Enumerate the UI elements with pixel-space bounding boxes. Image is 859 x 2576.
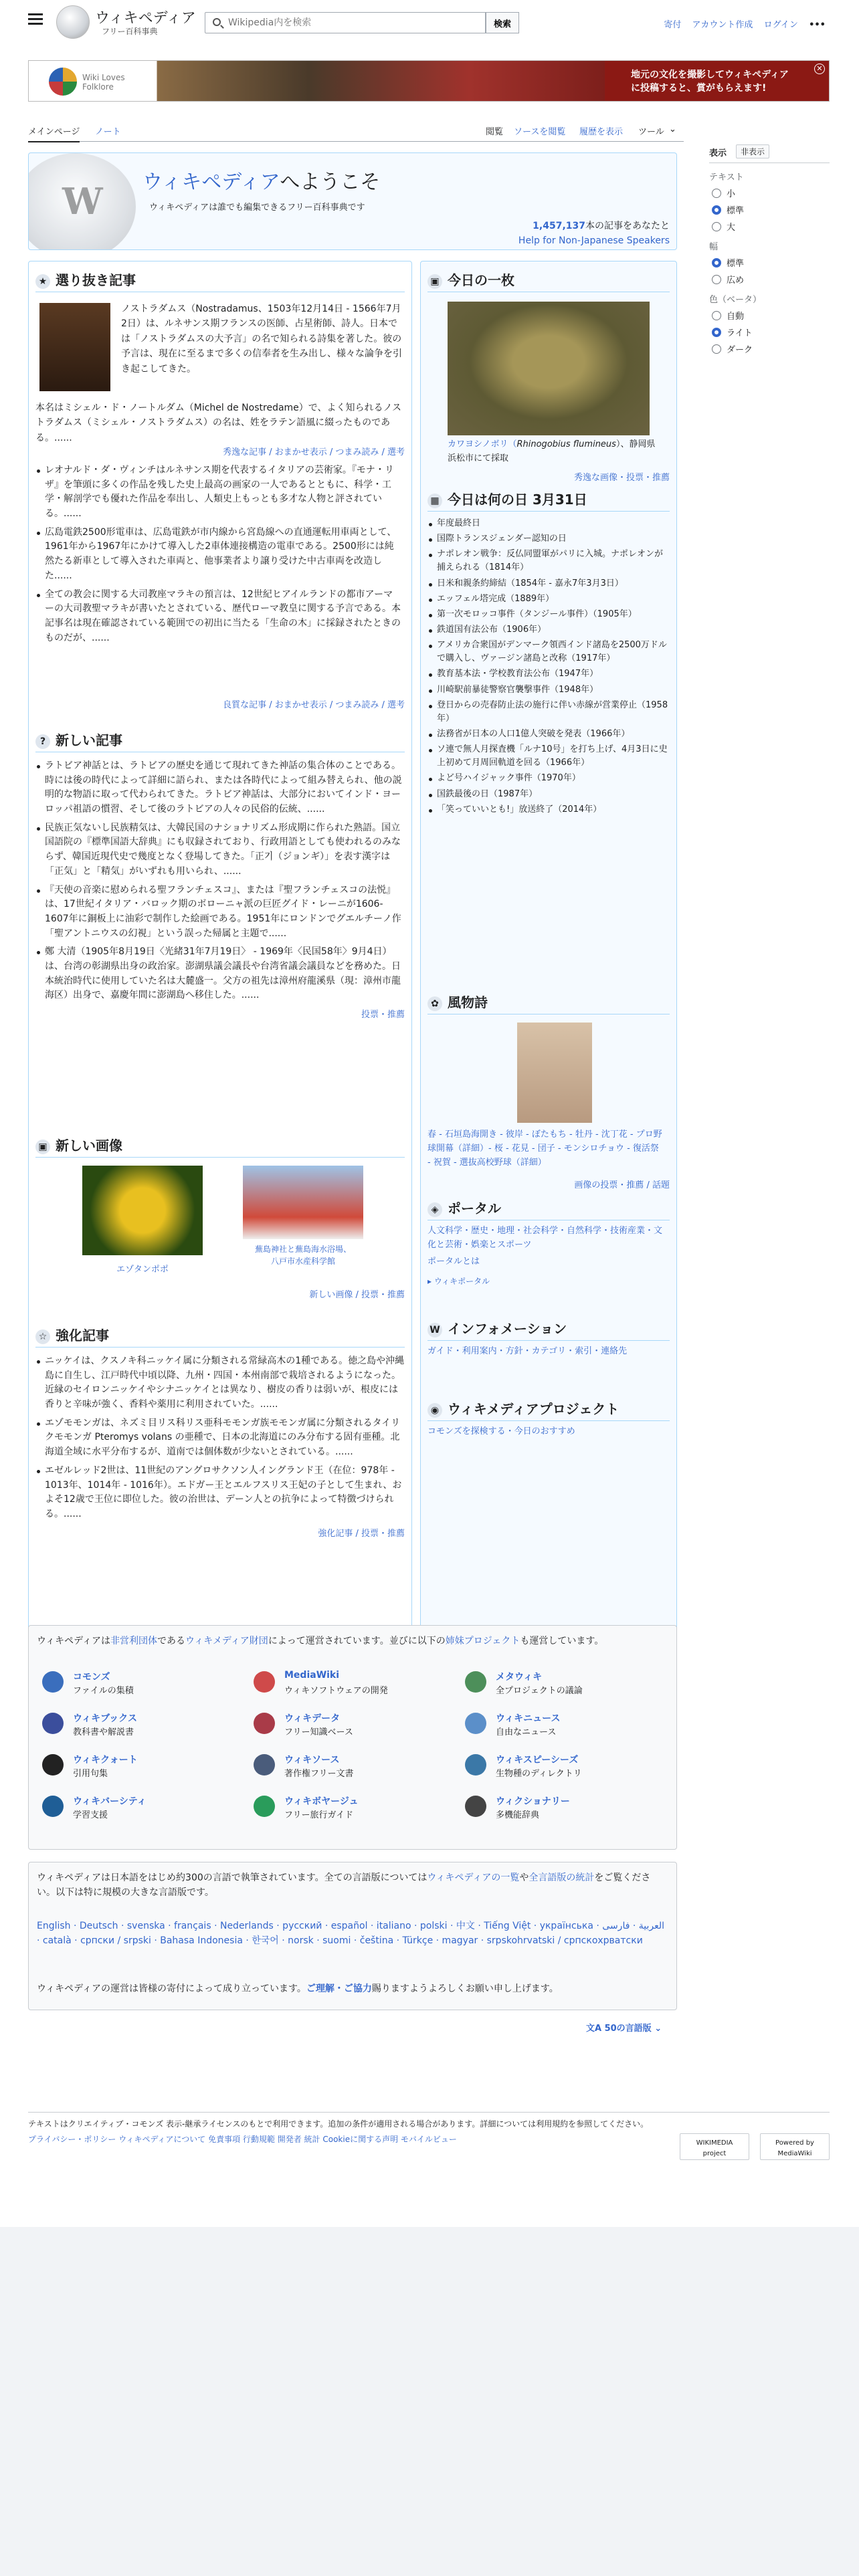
appearance-sidebar — [709, 146, 830, 359]
list-item: エゾモモンガは、ネズミ目リス科リス亜科モモンガ族モモンガ属に分類されるタイリクモモンガ Pteromys volans の亜種で、日本の北海道にのみ分布する固有亜種。北海道全域に水平分布するが、道南では個体数が少ないとされている。...... — [35, 1416, 405, 1460]
language-button[interactable]: 文A 50の言語版 ⌄ — [586, 2024, 662, 2034]
sister-project-item[interactable] — [42, 1792, 250, 1824]
project-name[interactable]: ウィキスピーシーズ — [496, 1755, 579, 1765]
project-name[interactable]: ウィクショナリー — [496, 1796, 570, 1807]
list-item: 登日からの売春防止法の施行に伴い赤線が営業停止（1958年） — [427, 699, 670, 726]
list-item: 国鉄最後の日（1987年） — [427, 788, 670, 801]
project-name[interactable]: ウィキニュース — [496, 1713, 561, 1724]
list-item: ナポレオン戦争：反仏同盟軍がパリに入城。ナポレオンが捕えられる（1814年） — [427, 548, 670, 574]
list-item: 日米和親条約締結（1854年 - 嘉永7年3月3日） — [427, 577, 670, 591]
project-desc: 教科書や解説書 — [73, 1727, 134, 1737]
section-heading: ▦ 今日は何の日 3月31日 — [427, 489, 670, 512]
project-desc: ウィキソフトウェアの開発 — [284, 1686, 388, 1696]
project-logo-icon — [465, 1671, 486, 1693]
welcome-box — [28, 152, 677, 250]
portal-icon: ◈ — [427, 1202, 442, 1217]
text-large-radio[interactable]: 大 — [712, 220, 830, 233]
sister-project-item[interactable] — [465, 1709, 672, 1741]
project-logo-icon — [465, 1754, 486, 1776]
section-heading: ✿ 風物詩 — [427, 992, 670, 1014]
project-logo-icon — [465, 1713, 486, 1734]
list-item: エゼルレッド2世は、11世紀のアングロサクソン人イングランド王（在位：978年 - 1013年、1014年 - 1016年）。エドガー王とエルフスリス王妃の子として生まれ、およそ12歳で王位に即位した。彼の治世は、デーン人との抗争によって特徴づけられる。...... — [35, 1464, 405, 1522]
section-heading: ◉ ウィキメディアプロジェクト — [427, 1398, 670, 1421]
seasonal-section — [427, 992, 670, 1190]
new-image-1[interactable] — [82, 1166, 203, 1255]
picture-caption: カワヨシノボリ（Rhinogobius flumineus）、静岡県浜松市にて採取 — [448, 439, 656, 463]
more-icon[interactable]: ••• — [809, 20, 826, 30]
list-item: ソ連で無人月探査機「ルナ10号」を打ち上げ、4月3日に史上初めて月周回軌道を回る（1966年） — [427, 743, 670, 770]
portal-about[interactable]: ポータルとは — [427, 1256, 480, 1267]
text-standard-radio[interactable]: 標準 — [712, 203, 830, 216]
wikimedia-icon: ◉ — [427, 1403, 442, 1418]
list-item: 教育基本法・学校教育法公布（1947年） — [427, 667, 670, 681]
project-logo-icon — [42, 1671, 64, 1693]
sister-project-item[interactable] — [42, 1750, 250, 1782]
operator-text: ウィキペディアは非営利団体であるウィキメディア財団によって運営されています。並びに以下の姉妹プロジェクトも運営しています。 — [37, 1636, 604, 1646]
project-desc: 全プロジェクトの議論 — [496, 1686, 583, 1696]
featured-text: ノストラダムス（Nostradamus、1503年12月14日 - 1566年7月2日）は、ルネサンス期フランスの医師、占星術師、詩人。日本では「ノストラダムスの大予言」の名で知られる詩集を著した。彼の予言は、現在に至るまで多くの信奉者を生み出し、様々な論争を引き起こしてきた。 — [121, 304, 402, 374]
tab-main-page[interactable]: メインページ — [28, 124, 80, 142]
footer-links[interactable]: プライバシー・ポリシー ウィキペディアについて 免責事項 行動規範 開発者 統計 Cookieに関する声明 モバイルビュー — [28, 2135, 457, 2145]
section-heading: ☆ 強化記事 — [35, 1325, 405, 1348]
list-item: 「笑っていいとも!」放送終了（2014年） — [427, 803, 670, 817]
sister-project-item[interactable] — [465, 1792, 672, 1824]
new-image-2-caption[interactable]: 蕪島神社と蕪島海水浴場、 八戸市水産科学館 — [254, 1245, 351, 1266]
create-account-link[interactable]: アカウント作成 — [692, 20, 753, 30]
portal-section — [427, 1198, 670, 1289]
hide-button[interactable]: 非表示 — [736, 144, 769, 158]
wikiportal-link[interactable]: ▸ ウィキポータル — [427, 1277, 490, 1287]
help-link[interactable]: Help for Non-Japanese Speakers — [518, 235, 670, 247]
page-tabs — [28, 120, 684, 142]
sister-projects-box — [28, 1625, 677, 1850]
project-desc: 自由なニュース — [496, 1727, 557, 1737]
sister-project-item[interactable] — [254, 1709, 461, 1741]
color-dark-radio[interactable]: ダーク — [712, 342, 830, 355]
project-name[interactable]: メタウィキ — [496, 1672, 543, 1683]
personal-links — [656, 17, 826, 30]
featured-text-2: 本名はミシェル・ド・ノートルダム（Michel de Nostredame）で、よく知られるノストラダムス（ミシェル・ノストラダムス）の名は、姓をラテン語風に綴ったものである。...... — [35, 403, 401, 443]
section-heading: W インフォメーション — [427, 1318, 670, 1341]
article-count: 1,457,137本の記事をあなたと Help for Non-Japanese Speakers — [518, 219, 670, 249]
left-column — [28, 261, 412, 1648]
menu-icon[interactable] — [28, 13, 43, 25]
list-item: 『天使の音楽に慰められる聖フランチェスコ』、または『聖フランチェスコの法悦』は、17世紀イタリア・バロック期のボローニャ派の巨匠グイド・レーニが1606-1607年に銅板上に油彩で制作した絵画である。1951年にロンドンでグエルチーノ作「聖アントニウスの幻視」という誤った帰属と主題で...... — [35, 883, 405, 942]
width-label: 幅 — [709, 242, 719, 252]
seasonal-more[interactable]: 画像の投票・推薦 / 話題 — [574, 1180, 670, 1190]
banner-logo-text: Wiki Loves Folklore — [82, 73, 125, 92]
info-icon: W — [427, 1323, 442, 1337]
sister-project-item[interactable] — [42, 1709, 250, 1741]
width-wide-radio[interactable]: 広め — [712, 273, 830, 286]
project-name[interactable]: MediaWiki — [284, 1670, 340, 1681]
project-desc: ファイルの集積 — [73, 1686, 134, 1696]
section-heading: ◈ ポータル — [427, 1198, 670, 1220]
project-logo-icon — [42, 1713, 64, 1734]
text-size-label: テキスト — [709, 173, 744, 183]
portal-links[interactable]: 人文科学・歴史・地理・社会科学・自然科学・技術産業・文化と芸術・娯楽とスポーツ — [427, 1226, 663, 1250]
section-heading: ▣ 今日の一枚 — [427, 270, 670, 292]
featured-more-links[interactable]: 秀逸な記事 / おまかせ表示 / つまみ読み / 選考 — [223, 447, 405, 457]
on-this-day-list — [427, 517, 670, 817]
translate-icon: 文A — [586, 2024, 605, 2034]
donation-text: ウィキペディアの運営は皆様の寄付によって成り立っています。ご理解・ご協力賜りますようよろしくお願い申し上げます。 — [37, 1983, 559, 1994]
list-item: 鄭 大清（1905年8月19日〈光緒31年7月19日〉 - 1969年〈民国58年〉9月4日）は、台湾の彰湖県出身の政治家。澎湖県議会議長や台湾省議会議員などを務めた。日本統治時代に使用していた名は大麓盛一。父方の祖先は漳州府龍溪県（現：漳州市龍海区）出身で、嘉慶年間に澎湖島へ移住した。...... — [35, 945, 405, 1003]
list-item: 広島電鉄2500形電車は、広島電鉄が市内線から宮島線への直通運転用車両として、1961年から1967年にかけて導入した2車体連接構造の電車である。2500形には純然たる新車として導入された車両と、他事業者より譲り受けた中古車両を改造した...... — [35, 526, 402, 584]
list-item: 全ての教会に関する大司教座マラキの預言は、12世紀ヒアイルランドの都市アーマーの大司教聖マラキが書いたとされている、歴代ローマ教皇に関する予言である。本記事名は現在確認されている範囲での初出に当たる「生命の木」に採録されたときのものだが、...... — [35, 588, 402, 646]
logo-subtitle: フリー百科事典 — [102, 27, 158, 36]
section-heading: ▣ 新しい画像 — [35, 1135, 405, 1158]
flower-icon: ✿ — [427, 996, 442, 1011]
list-item: 法務省が日本の人口1億人突破を発表（1966年） — [427, 728, 670, 741]
seasonal-image[interactable] — [517, 1023, 592, 1123]
enhanced-list — [35, 1354, 405, 1522]
site-header — [0, 0, 859, 45]
banner-message[interactable]: 地元の文化を撮影してウィキペディア に投稿すると、賞がもらえます! — [631, 70, 789, 94]
project-desc: 多機能辞典 — [496, 1810, 540, 1820]
page-title: ウィキペディアへようこそ — [142, 171, 381, 194]
languages-intro: ウィキペディアは日本語をはじめ約300の言語で執筆されています。全ての言語版についてはウィキペディアの一覧や全言語版の統計をご覧ください。以下は特に規模の大きな言語版です。 — [37, 1872, 651, 1899]
project-links[interactable]: コモンズを探検する・今日のおすすめ — [427, 1426, 575, 1436]
section-heading: ★ 選り抜き記事 — [35, 270, 405, 292]
list-item: アメリカ合衆国がデンマーク領西インド諸島を2500万ドルで購入し、ヴァージン諸島と改称（1917年） — [427, 639, 670, 665]
list-item: ラトビア神話とは、ラトビアの歴史を通じて現れてきた神話の集合体のことである。時には後の時代によって詳細に語られ、または各時代によって組み替えられ、他の説明的な物語に取って代わられてきた。ラトビア神話は、大部分においてインド・ヨーロッパ祖語の慣習、そして後のラトビアの人々の民俗的伝統、...... — [35, 759, 405, 817]
footer — [28, 2112, 830, 2157]
wikimedia-project-section — [427, 1398, 670, 1439]
list-item: 鉄道国有法公布（1906年） — [427, 623, 670, 637]
search-icon — [213, 18, 221, 26]
project-logo-icon — [254, 1713, 275, 1734]
new-articles-more[interactable]: 投票・推薦 — [361, 1010, 405, 1020]
project-name[interactable]: ウィキクォート — [73, 1755, 138, 1765]
enhanced-more[interactable]: 強化記事 / 投票・推薦 — [318, 1528, 405, 1539]
tab-view-source[interactable]: ソースを閲覧 — [514, 127, 566, 137]
project-desc: 著作権フリー文書 — [284, 1769, 354, 1779]
tab-tools[interactable]: ツール — [638, 127, 664, 137]
project-desc: 生物種のディレクトリ — [496, 1769, 582, 1779]
on-this-day-section — [427, 489, 670, 819]
project-logo-icon — [254, 1754, 275, 1776]
welcome-subtitle: ウィキペディアは誰でも編集できるフリー百科事典です — [149, 203, 365, 213]
information-section — [427, 1318, 670, 1359]
wikipedia-globe-icon[interactable] — [56, 5, 90, 39]
sister-project-item[interactable] — [254, 1792, 461, 1824]
sister-project-item[interactable] — [254, 1750, 461, 1782]
text-small-radio[interactable]: 小 — [712, 187, 830, 199]
language-list[interactable]: English · Deutsch · svenska · français · Nederlands · русский · español · italiano · polski · 中文 · Tiếng Việt · українська · العربية · فارسی · català · српски / srpski · Bahasa Indonesia · 한국어 · norsk · suomi · čeština · Türkçe · magyar · srpskohrvatski / српскохрватски — [37, 1921, 665, 1947]
new-articles-list — [35, 759, 405, 1003]
search-form — [205, 12, 519, 33]
wiki-loves-folklore-logo — [49, 68, 77, 96]
wikimedia-badge[interactable]: WIKIMEDIA project — [680, 2133, 749, 2160]
sister-project-item[interactable] — [254, 1667, 461, 1699]
logo-title[interactable]: ウィキペディア — [95, 10, 196, 27]
license-text: テキストはクリエイティブ・コモンズ 表示-継承ライセンスのもとで利用できます。追加の条件が適用される場合があります。詳細については利用規約を参照してください。 — [28, 2112, 830, 2131]
featured-list — [35, 463, 402, 649]
list-item: よど号ハイジャック事件（1970年） — [427, 772, 670, 785]
new-image-1-caption[interactable]: エゾタンポポ — [116, 1265, 169, 1275]
question-icon: ? — [35, 734, 50, 749]
languages-box — [28, 1862, 677, 2010]
featured-image[interactable] — [39, 303, 110, 391]
good-article-links[interactable]: 良質な記事 / おまかせ表示 / つまみ読み / 選考 — [223, 700, 405, 710]
chevron-down-icon: ⌄ — [651, 2024, 662, 2034]
project-logo-icon — [254, 1671, 275, 1693]
project-name[interactable]: ウィキブックス — [73, 1713, 138, 1724]
donate-link[interactable]: 寄付 — [664, 20, 682, 30]
project-name[interactable]: ウィキバーシティ — [73, 1796, 147, 1807]
star-icon: ★ — [35, 274, 50, 289]
project-logo-icon — [254, 1796, 275, 1817]
enhanced-articles-section — [35, 1325, 405, 1539]
featured-article-section — [35, 270, 405, 710]
new-images-section — [35, 1135, 405, 1300]
new-image-2[interactable] — [243, 1166, 363, 1239]
picture-of-day[interactable] — [448, 302, 650, 435]
picture-more[interactable]: 秀逸な画像・投票・推薦 — [573, 473, 670, 483]
color-light-radio[interactable]: ライト — [712, 326, 830, 338]
new-images-more[interactable]: 新しい画像 / 投票・推薦 — [309, 1290, 405, 1300]
right-column — [420, 261, 677, 1648]
image-icon: ▣ — [35, 1140, 50, 1154]
mediawiki-badge[interactable]: Powered by MediaWiki — [760, 2133, 830, 2160]
project-name[interactable]: ウィキデータ — [284, 1713, 341, 1724]
width-standard-radio[interactable]: 標準 — [712, 256, 830, 269]
search-button[interactable]: 検索 — [486, 12, 519, 33]
appearance-heading: 表示 非表示 — [709, 146, 830, 163]
project-desc: フリー知識ベース — [284, 1727, 353, 1737]
sister-project-item[interactable] — [465, 1667, 672, 1699]
list-item: 年度最終日 — [427, 517, 670, 530]
login-link[interactable]: ログイン — [763, 20, 798, 30]
project-desc: 学習支援 — [73, 1810, 108, 1820]
color-auto-radio[interactable]: 自動 — [712, 309, 830, 322]
close-icon[interactable]: ✕ — [814, 64, 825, 74]
seasonal-text[interactable]: 春 - 石垣島海開き - 彼岸 - ぼたもち - 牡丹 - 沈丁花 - プロ野球開幕（詳細）- 桜 - 花見 - 団子 - モンシロチョウ - 復活祭 - 祝賀 - 選抜高校野球（詳細） — [427, 1130, 662, 1168]
project-desc: 引用句集 — [73, 1769, 108, 1779]
image-icon: ▣ — [427, 274, 442, 289]
project-name[interactable]: ウィキソース — [284, 1755, 340, 1765]
info-links[interactable]: ガイド・利用案内・方針・カテゴリ・索引・連絡先 — [427, 1346, 628, 1356]
list-item: 川崎駅前暴徒警察官襲撃事件（1948年） — [427, 683, 670, 697]
campaign-banner[interactable] — [28, 60, 830, 102]
list-item: 国際トランスジェンダー認知の日 — [427, 532, 670, 546]
list-item: 第一次モロッコ事件（タンジール事件）（1905年） — [427, 608, 670, 621]
tab-read[interactable]: 閲覧 — [486, 127, 504, 137]
list-item: ニッケイは、クスノキ科ニッケイ属に分類される常緑高木の1種である。徳之島や沖縄島に自生し、江戸時代中頃以降、九州・四国・本州南部で栽培されるようになった。近縁のセイロンニッケイやシナニッケイとは異なり、樹皮の香りは弱いが、根皮には香りと辛味が強く、香料や薬用に利用されていた。...... — [35, 1354, 405, 1412]
chevron-right-icon: ▸ — [427, 1277, 434, 1287]
project-name[interactable]: コモンズ — [73, 1672, 110, 1683]
tab-history[interactable]: 履歴を表示 — [579, 127, 624, 137]
sister-project-item[interactable] — [465, 1750, 672, 1782]
star-outline-icon: ☆ — [35, 1329, 50, 1344]
picture-of-day-section — [427, 270, 670, 483]
list-item: エッフェル塔完成（1889年） — [427, 593, 670, 606]
color-label: 色（ベータ） — [709, 295, 762, 305]
list-item: レオナルド・ダ・ヴィンチはルネサンス期を代表するイタリアの芸術家。『モナ・リザ』を筆頭に多くの作品を残した史上最高の画家の一人であるとともに、科学・工学・解剖学でも優れた作品を奉出し、人類史上もっとも多才な人物と評されている。...... — [35, 463, 402, 522]
list-item: 民族正気ないし民族精気は、大韓民国のナショナリズム形成期に作られた熟語。国立国語院の『標準国語大辞典』にも収録されており、行政用語としても使われるのみならず、韓国近現代史で幾度となく登場してきた。「正기（ジョンギ）」を表す漢字は「正気」と「精気」がいずれも用いられ、...... — [35, 821, 405, 879]
calendar-icon: ▦ — [427, 494, 442, 508]
project-logo-icon — [42, 1754, 64, 1776]
wikipedia-globe-icon: W — [28, 153, 136, 250]
project-logo-icon — [465, 1796, 486, 1817]
tab-talk[interactable]: ノート — [95, 127, 121, 137]
project-desc: フリー旅行ガイド — [284, 1810, 354, 1820]
section-heading: ? 新しい記事 — [35, 730, 405, 752]
search-input[interactable] — [205, 12, 486, 33]
chevron-down-icon[interactable]: ⌄ — [669, 124, 676, 134]
project-name[interactable]: ウィキボヤージュ — [284, 1796, 359, 1807]
sister-project-item[interactable] — [42, 1667, 250, 1699]
new-articles-section — [35, 730, 405, 1020]
project-logo-icon — [42, 1796, 64, 1817]
